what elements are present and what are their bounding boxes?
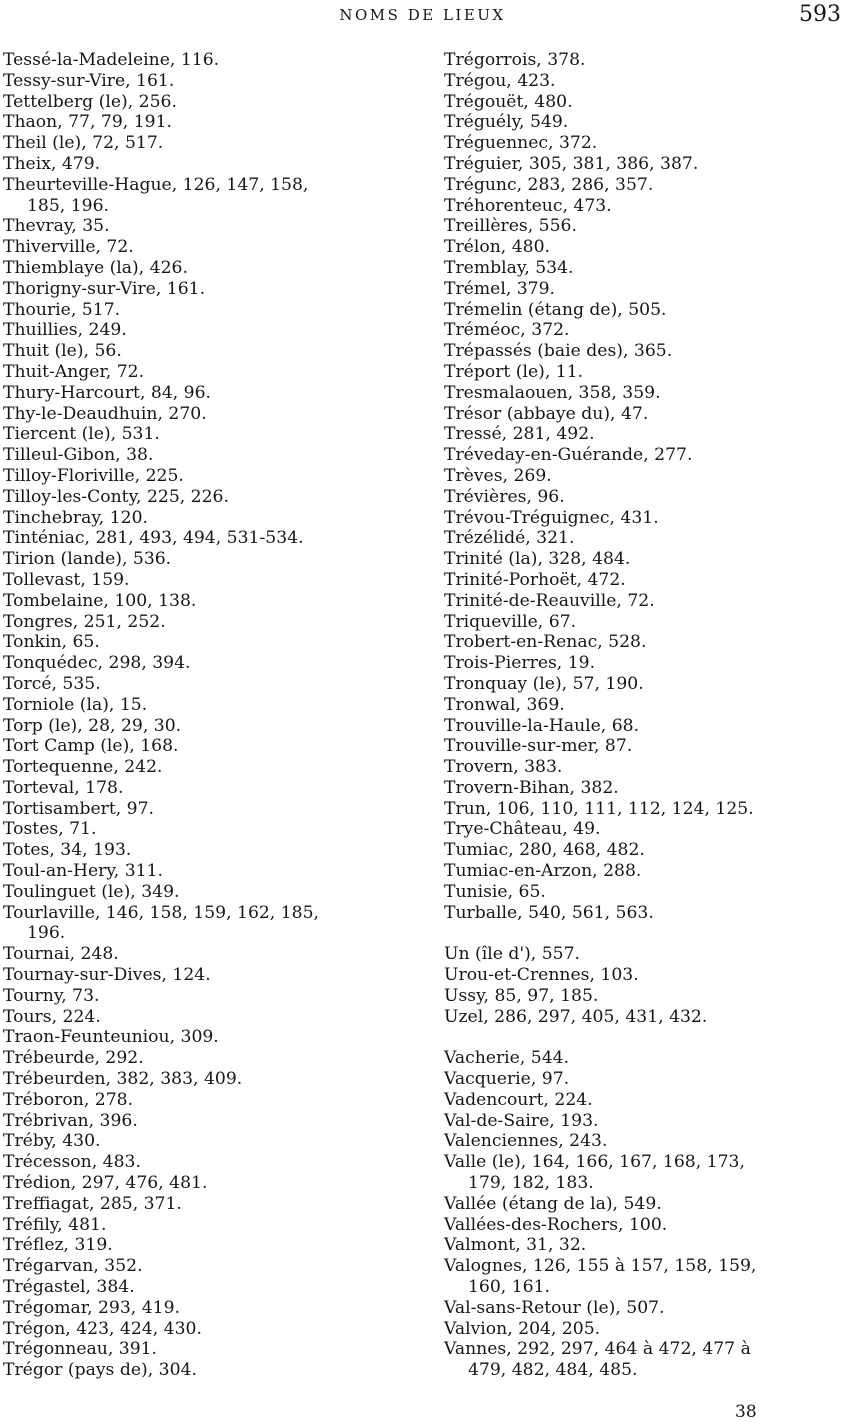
index-entry: Trémel, 379.	[444, 278, 556, 299]
index-entry-continuation: 160, 161.	[468, 1277, 551, 1298]
index-entry: Trégonneau, 391.	[3, 1339, 158, 1360]
index-entry: Thorigny-sur-Vire, 161.	[3, 278, 206, 299]
index-entry: Vadencourt, 224.	[444, 1089, 593, 1110]
index-entry: Tinténiac, 281, 493, 494, 531-534.	[3, 528, 304, 549]
index-entry: Theil (le), 72, 517.	[3, 133, 164, 154]
index-entry: Trèves, 269.	[444, 465, 552, 486]
index-entry: Tréguély, 549.	[444, 112, 569, 133]
index-entry: Trébrivan, 396.	[3, 1110, 138, 1131]
index-entry-continuation: 479, 482, 484, 485.	[468, 1360, 638, 1381]
index-entry: Thiverville, 72.	[3, 237, 134, 258]
index-entry: Thuillies, 249.	[3, 320, 127, 341]
index-entry: Vannes, 292, 297, 464 à 472, 477 à	[444, 1339, 751, 1360]
index-entry: Tronquay (le), 57, 190.	[444, 673, 644, 694]
index-entry: Thevray, 35.	[3, 216, 110, 237]
index-entry: Tréfily, 481.	[3, 1214, 107, 1235]
index-entry: Tostes, 71.	[3, 819, 97, 840]
index-entry-continuation: 196.	[27, 923, 66, 944]
index-entry: Trégou, 423.	[444, 70, 556, 91]
index-entry: Tiercent (le), 531.	[3, 424, 160, 445]
index-entry: Trégastel, 384.	[3, 1277, 135, 1298]
index-entry: Trégorrois, 378.	[444, 50, 586, 70]
index-entry: Tonquédec, 298, 394.	[3, 653, 191, 674]
index-entry: Tronwal, 369.	[444, 694, 565, 715]
index-entry: Traon-Feunteuniou, 309.	[3, 1027, 219, 1048]
index-entry: Tréport (le), 11.	[444, 361, 584, 382]
index-entry: Thourie, 517.	[3, 299, 121, 320]
index-entry: Val-sans-Retour (le), 507.	[444, 1297, 665, 1318]
index-entry: Tréboron, 278.	[3, 1089, 134, 1110]
signature-mark: 38	[735, 1402, 757, 1422]
index-entry: Trégon, 423, 424, 430.	[3, 1318, 202, 1339]
index-entry: Tréhorenteuc, 473.	[444, 195, 612, 216]
index-entry: Trouville-la-Haule, 68.	[444, 715, 640, 736]
index-entry: Trésor (abbaye du), 47.	[444, 403, 649, 424]
index-entry: Val-de-Saire, 193.	[444, 1110, 599, 1131]
index-entry: Tessy-sur-Vire, 161.	[3, 70, 175, 91]
index-entry: Vacherie, 544.	[444, 1048, 570, 1069]
index-entry: Trun, 106, 110, 111, 112, 124, 125.	[444, 798, 754, 819]
index-column-left	[3, 50, 423, 1381]
section-gap	[444, 1027, 845, 1048]
index-entry: Trobert-en-Renac, 528.	[444, 632, 647, 653]
index-entry: Vallée (étang de la), 549.	[444, 1193, 662, 1214]
index-entry: Urou-et-Crennes, 103.	[444, 965, 639, 986]
index-entry: Tréméoc, 372.	[444, 320, 570, 341]
index-entry: Tilleul-Gibon, 38.	[3, 445, 154, 466]
index-entry: Theix, 479.	[3, 153, 101, 174]
running-head	[0, 4, 845, 28]
index-entry: Trinité-de-Reauville, 72.	[444, 590, 655, 611]
index-entry: Trépassés (baie des), 365.	[444, 341, 673, 362]
index-entry: Tessé-la-Madeleine, 116.	[3, 50, 220, 70]
index-entry: Theurteville-Hague, 126, 147, 158,	[3, 174, 309, 195]
index-entry: Trévières, 96.	[444, 486, 565, 507]
index-entry: Tourlaville, 146, 158, 159, 162, 185,	[3, 902, 320, 923]
index-entry: Trédion, 297, 476, 481.	[3, 1173, 208, 1194]
index-entry: Vacquerie, 97.	[444, 1069, 570, 1090]
index-entry: Toul-an-Hery, 311.	[3, 861, 163, 882]
index-entry: Tonkin, 65.	[3, 632, 100, 653]
index-entry: Tollevast, 159.	[3, 569, 130, 590]
index-entry: Ussy, 85, 97, 185.	[444, 985, 599, 1006]
index-entry: Toulinguet (le), 349.	[3, 881, 180, 902]
index-entry: Treffiagat, 285, 371.	[3, 1193, 182, 1214]
index-entry: Trégouët, 480.	[444, 91, 573, 112]
index-entry: Trovern-Bihan, 382.	[444, 777, 619, 798]
index-entry: Vallées-des-Rochers, 100.	[444, 1214, 668, 1235]
page-number: 593	[799, 2, 841, 27]
index-entry: Torcé, 535.	[3, 673, 101, 694]
index-entry: Thuit-Anger, 72.	[3, 361, 145, 382]
index-entry: Valognes, 126, 155 à 157, 158, 159,	[444, 1256, 757, 1277]
index-entry: Trévou-Tréguignec, 431.	[444, 507, 659, 528]
index-entry: Tréguier, 305, 381, 386, 387.	[444, 153, 699, 174]
index-entry: Tressé, 281, 492.	[444, 424, 595, 445]
index-entry: Tortequenne, 242.	[3, 757, 163, 778]
index-entry: Trye-Château, 49.	[444, 819, 601, 840]
index-entry: Tournay-sur-Dives, 124.	[3, 965, 211, 986]
index-entry: Trégomar, 293, 419.	[3, 1297, 181, 1318]
index-entry: Thuit (le), 56.	[3, 341, 122, 362]
index-entry: Trinité (la), 328, 484.	[444, 549, 631, 570]
index-entry: Tours, 224.	[3, 1006, 101, 1027]
index-entry: Trébeurden, 382, 383, 409.	[3, 1069, 243, 1090]
index-entry: Trézélidé, 321.	[444, 528, 575, 549]
index-entry: Trécesson, 483.	[3, 1152, 141, 1173]
index-entry: Totes, 34, 193.	[3, 840, 132, 861]
index-entry: Valvion, 204, 205.	[444, 1318, 601, 1339]
index-entry: Trouville-sur-mer, 87.	[444, 736, 633, 757]
index-entry: Thy-le-Deaudhuin, 270.	[3, 403, 207, 424]
index-entry: Trois-Pierres, 19.	[444, 653, 596, 674]
index-entry: Tilloy-Floriville, 225.	[3, 465, 184, 486]
index-entry: Tréflez, 319.	[3, 1235, 113, 1256]
index-entry: Triqueville, 67.	[444, 611, 577, 632]
index-entry: Trégor (pays de), 304.	[3, 1360, 197, 1381]
index-entry: Tombelaine, 100, 138.	[3, 590, 197, 611]
running-title: NOMS DE LIEUX	[339, 6, 506, 24]
index-entry: Thaon, 77, 79, 191.	[3, 112, 172, 133]
index-entry: Trégunc, 283, 286, 357.	[444, 174, 654, 195]
index-entry: Torp (le), 28, 29, 30.	[3, 715, 182, 736]
index-entry: Tilloy-les-Conty, 225, 226.	[3, 486, 229, 507]
index-entry: Torteval, 178.	[3, 777, 124, 798]
index-entry: Tréby, 430.	[3, 1131, 101, 1152]
index-entry: Thiemblaye (la), 426.	[3, 257, 188, 278]
index-entry: Tinchebray, 120.	[3, 507, 148, 528]
index-entry: Tirion (lande), 536.	[3, 549, 172, 570]
index-entry-continuation: 185, 196.	[27, 195, 110, 216]
index-entry: Tournai, 248.	[3, 944, 119, 965]
index-entry: Tremblay, 534.	[444, 257, 574, 278]
index-entry: Valmont, 31, 32.	[444, 1235, 587, 1256]
section-gap	[444, 923, 845, 944]
index-entry: Trémelin (étang de), 505.	[444, 299, 667, 320]
index-entry: Un (île d'), 557.	[444, 944, 580, 965]
index-column-right	[444, 50, 845, 1381]
index-entry: Torniole (la), 15.	[3, 694, 148, 715]
index-entry: Tréveday-en-Guérande, 277.	[444, 445, 693, 466]
index-entry: Trébeurde, 292.	[3, 1048, 144, 1069]
index-entry: Tort Camp (le), 168.	[3, 736, 179, 757]
index-entry: Tresmalaouen, 358, 359.	[444, 382, 661, 403]
index-entry: Uzel, 286, 297, 405, 431, 432.	[444, 1006, 708, 1027]
index-entry: Valle (le), 164, 166, 167, 168, 173,	[444, 1152, 745, 1173]
index-entry: Trovern, 383.	[444, 757, 563, 778]
index-entry: Trinité-Porhoët, 472.	[444, 569, 626, 590]
index-entry: Tettelberg (le), 256.	[3, 91, 177, 112]
index-entry: Trélon, 480.	[444, 237, 550, 258]
index-entry: Turballe, 540, 561, 563.	[444, 902, 654, 923]
index-entry: Tongres, 251, 252.	[3, 611, 166, 632]
index-entry: Treillères, 556.	[444, 216, 577, 237]
index-entry-continuation: 179, 182, 183.	[468, 1173, 594, 1194]
index-entry: Tunisie, 65.	[444, 881, 546, 902]
index-entry: Valenciennes, 243.	[444, 1131, 608, 1152]
index-entry: Tumiac, 280, 468, 482.	[444, 840, 645, 861]
index-entry: Tortisambert, 97.	[3, 798, 155, 819]
index-entry: Trégarvan, 352.	[3, 1256, 143, 1277]
index-entry: Tumiac-en-Arzon, 288.	[444, 861, 642, 882]
index-entry: Tréguennec, 372.	[444, 133, 598, 154]
index-entry: Tourny, 73.	[3, 985, 100, 1006]
index-entry: Thury-Harcourt, 84, 96.	[3, 382, 212, 403]
